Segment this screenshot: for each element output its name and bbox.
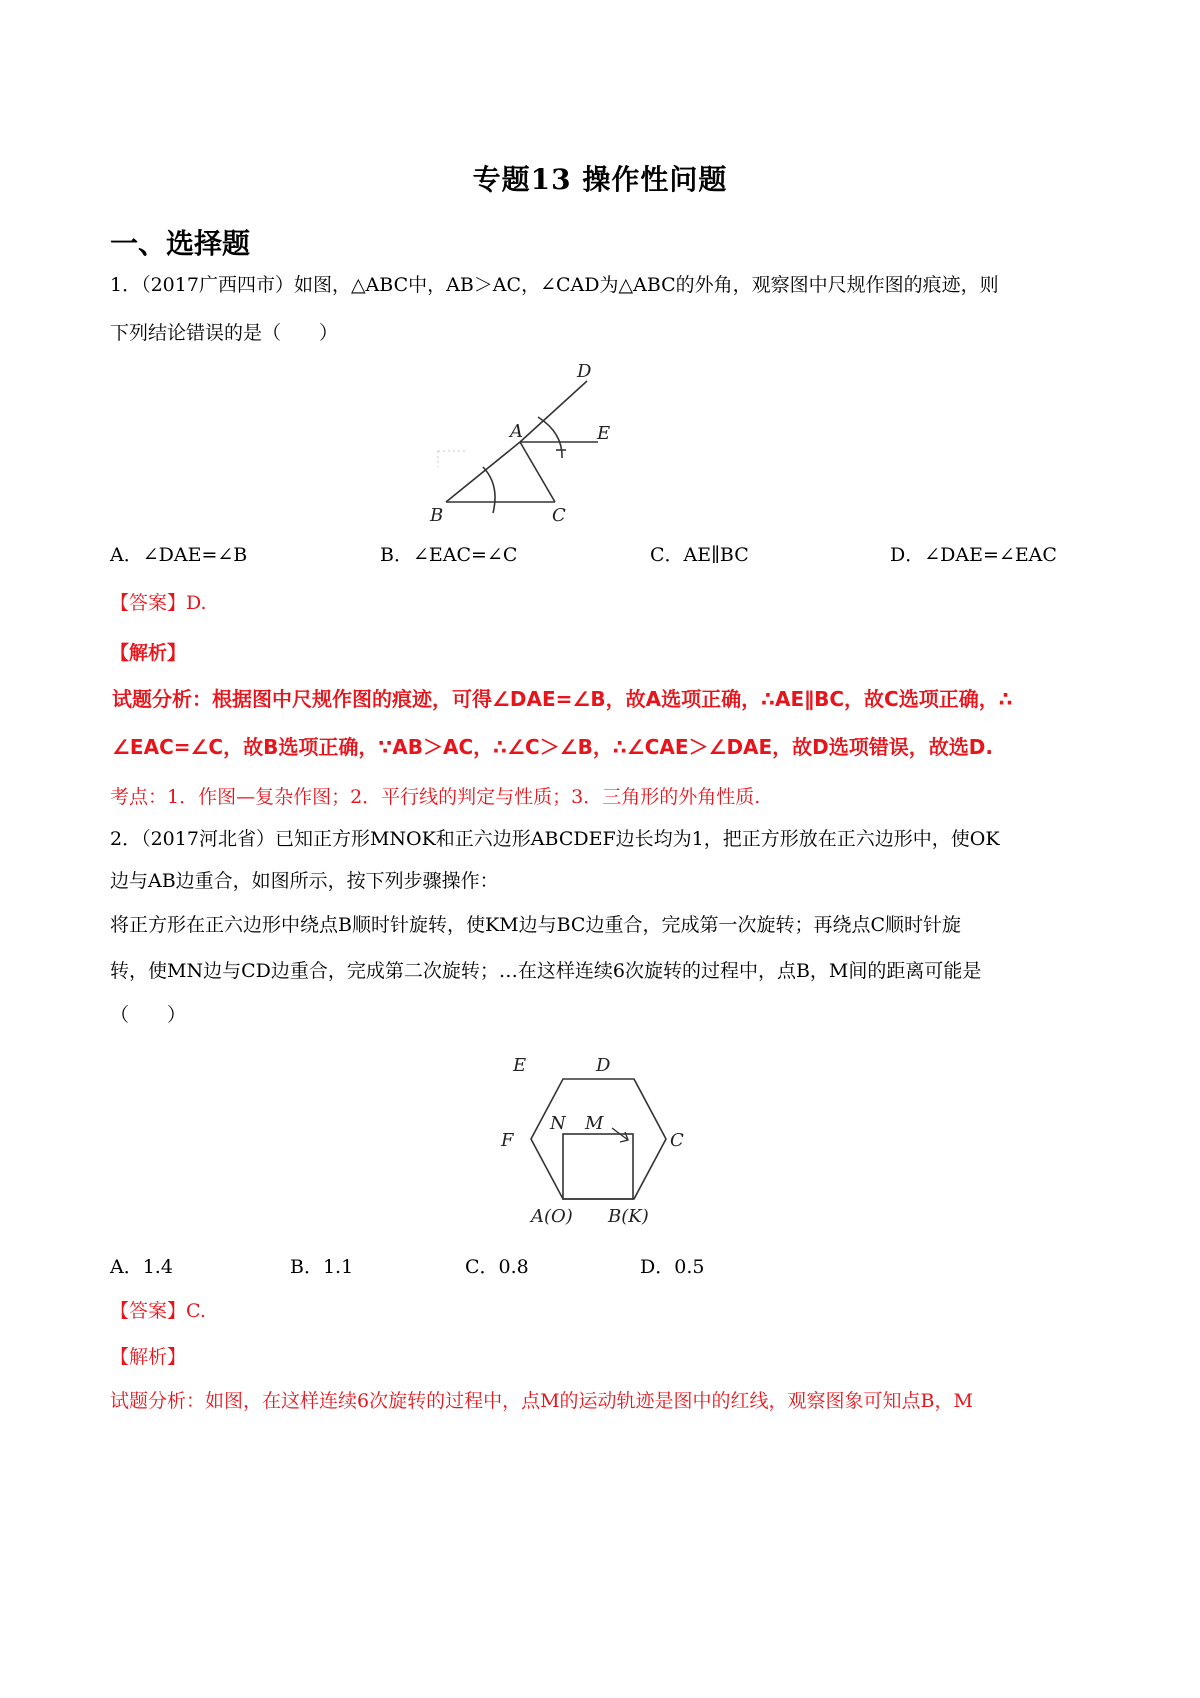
- arc-at-b: [483, 467, 495, 513]
- label-d: D: [577, 361, 592, 382]
- label-a-o: A(O): [531, 1206, 573, 1227]
- q1-knowledge-points: 考点：1．作图—复杂作图；2．平行线的判定与性质；3．三角形的外角性质.: [110, 786, 761, 808]
- q2-stem-line-4: 转，使MN边与CD边重合，完成第二次旋转；…在这样连续6次旋转的过程中，点B，M间的距离可能是: [110, 960, 982, 982]
- hexagon-abcdef: [531, 1079, 666, 1199]
- q2-option-c: C．0.8: [465, 1256, 529, 1278]
- q2-hexagon-figure: [500, 1050, 715, 1230]
- q1-analysis-line-1: 试题分析：根据图中尺规作图的痕迹，可得∠DAE=∠B，故A选项正确，∴AE∥BC，故C选项正确，∴: [112, 687, 1013, 711]
- q2-answer: 【答案】C.: [110, 1300, 206, 1322]
- ray-ad: [520, 381, 587, 442]
- label-b: B: [430, 505, 444, 526]
- segment-ac: [520, 442, 555, 502]
- q1-option-c: C．AE∥BC: [650, 544, 749, 566]
- label-c: C: [552, 505, 566, 526]
- document-title: 专题13 操作性问题: [472, 163, 728, 196]
- q2-stem-line-2: 边与AB边重合，如图所示，按下列步骤操作：: [110, 870, 499, 892]
- label-m: M: [585, 1113, 604, 1134]
- q1-construction-figure: [420, 355, 660, 530]
- label-c: C: [670, 1130, 684, 1151]
- q1-analysis-label: 【解析】: [110, 642, 187, 664]
- label-d: D: [596, 1055, 611, 1076]
- q2-stem-line-5: （ ）: [110, 1004, 187, 1026]
- section-heading: 一、选择题: [110, 227, 251, 260]
- q1-answer: 【答案】D.: [110, 592, 207, 614]
- q2-analysis-line-1: 试题分析：如图，在这样连续6次旋转的过程中，点M的运动轨迹是图中的红线，观察图象可知点B，M: [110, 1390, 973, 1412]
- q2-stem-line-1: 2．（2017河北省）已知正方形MNOK和正六边形ABCDEF边长均为1，把正方形放在正六边形中，使OK: [110, 828, 1000, 850]
- q1-stem-line-1: 1．（2017广西四市）如图，△ABC中，AB＞AC，∠CAD为△ABC的外角，观察图中尺规作图的痕迹，则: [110, 274, 999, 296]
- label-n: N: [550, 1113, 566, 1134]
- q2-option-a: A．1.4: [110, 1256, 173, 1278]
- q2-stem-line-3: 将正方形在正六边形中绕点B顺时针旋转，使KM边与BC边重合，完成第一次旋转；再绕点C顺时针旋: [110, 914, 962, 936]
- label-a: A: [510, 421, 523, 442]
- q1-option-a: A．∠DAE=∠B: [110, 544, 248, 566]
- q1-analysis-line-2: ∠EAC=∠C，故B选项正确，∵AB＞AC，∴∠C＞∠B，∴∠CAE＞∠DAE，故D选项错误，故选D.: [112, 735, 993, 759]
- label-e: E: [597, 423, 611, 444]
- label-e: E: [513, 1055, 527, 1076]
- label-b-k: B(K): [608, 1206, 649, 1227]
- q2-option-b: B．1.1: [290, 1256, 354, 1278]
- q2-analysis-label: 【解析】: [110, 1346, 187, 1368]
- segment-ba: [446, 442, 520, 502]
- q1-option-d: D．∠DAE=∠EAC: [890, 544, 1057, 566]
- q1-stem-line-2: 下列结论错误的是（ ）: [110, 322, 339, 344]
- label-f: F: [501, 1130, 514, 1151]
- q1-option-b: B．∠EAC=∠C: [380, 544, 518, 566]
- q2-option-d: D．0.5: [640, 1256, 705, 1278]
- square-mnok: [563, 1134, 633, 1199]
